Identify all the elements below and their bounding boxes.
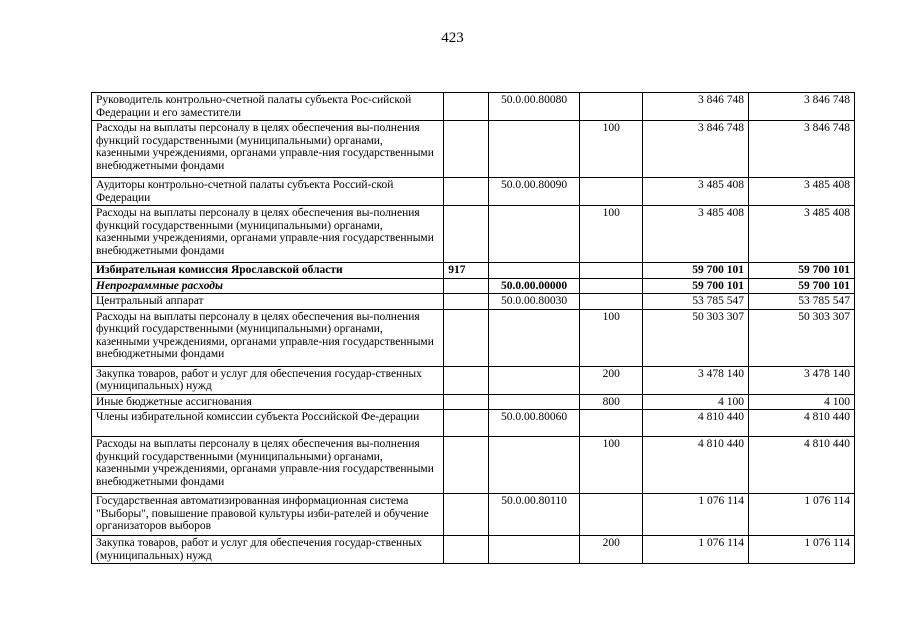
row-dept: [444, 410, 488, 437]
row-type: [580, 494, 643, 536]
row-code: [488, 394, 580, 410]
row-type: 100: [580, 309, 643, 366]
table-row: [92, 206, 855, 263]
row-code: [488, 366, 580, 394]
table-row: [92, 278, 855, 294]
row-value-2: 4 810 440: [748, 437, 854, 494]
row-dept: 917: [444, 263, 488, 279]
row-value-2: 4 100: [748, 394, 854, 410]
row-code: [488, 263, 580, 279]
row-dept: [444, 536, 488, 564]
row-value-1: 3 485 408: [643, 206, 749, 263]
table-row: [92, 437, 855, 494]
row-value-2: 50 303 307: [748, 309, 854, 366]
row-dept: [444, 394, 488, 410]
row-type: 100: [580, 437, 643, 494]
row-type: [580, 263, 643, 279]
row-value-1: 3 846 748: [643, 121, 749, 178]
row-dept: [444, 93, 488, 121]
row-value-2: 3 485 408: [748, 178, 854, 206]
row-code: 50.0.00.00000: [488, 278, 580, 294]
row-type: [580, 178, 643, 206]
row-value-2: 3 846 748: [748, 93, 854, 121]
row-code: [488, 536, 580, 564]
row-value-1: 59 700 101: [643, 278, 749, 294]
table-row: [92, 263, 855, 279]
row-dept: [444, 178, 488, 206]
row-type: 100: [580, 206, 643, 263]
row-value-2: 3 846 748: [748, 121, 854, 178]
row-value-2: 3 485 408: [748, 206, 854, 263]
row-value-2: 1 076 114: [748, 536, 854, 564]
row-value-1: 3 485 408: [643, 178, 749, 206]
row-value-2: 53 785 547: [748, 294, 854, 310]
row-type: [580, 410, 643, 437]
row-value-2: 3 478 140: [748, 366, 854, 394]
table-row: [92, 366, 855, 394]
table-row: [92, 178, 855, 206]
row-value-1: 1 076 114: [643, 494, 749, 536]
row-value-1: 4 100: [643, 394, 749, 410]
row-name: Расходы на выплаты персоналу в целях обеспечения вы-полнения функций государственными (муниципальными) органами, казенными учреждениями, органами управле-ния государственными внебюджетными фондами: [92, 121, 444, 178]
row-value-1: 3 846 748: [643, 93, 749, 121]
row-type: 200: [580, 366, 643, 394]
row-code: [488, 309, 580, 366]
row-type: 200: [580, 536, 643, 564]
row-dept: [444, 437, 488, 494]
row-type: 800: [580, 394, 643, 410]
row-value-2: 1 076 114: [748, 494, 854, 536]
row-code: 50.0.00.80060: [488, 410, 580, 437]
row-code: 50.0.00.80080: [488, 93, 580, 121]
row-value-1: 59 700 101: [643, 263, 749, 279]
table-row: [92, 121, 855, 178]
row-dept: [444, 206, 488, 263]
table-row: [92, 93, 855, 121]
row-name: Непрограммные расходы: [92, 278, 444, 294]
table-row: [92, 494, 855, 536]
row-type: [580, 278, 643, 294]
row-dept: [444, 366, 488, 394]
row-value-1: 4 810 440: [643, 410, 749, 437]
table-row: [92, 410, 855, 437]
row-name: Расходы на выплаты персоналу в целях обеспечения вы-полнения функций государственными (муниципальными) органами, казенными учреждениями, органами управле-ния государственными внебюджетными фондами: [92, 437, 444, 494]
row-name: Аудиторы контрольно-счетной палаты субъекта Россий-ской Федерации: [92, 178, 444, 206]
row-dept: [444, 121, 488, 178]
table-row: [92, 309, 855, 366]
row-value-2: 59 700 101: [748, 263, 854, 279]
row-dept: [444, 494, 488, 536]
row-type: 100: [580, 121, 643, 178]
row-name: Расходы на выплаты персоналу в целях обеспечения вы-полнения функций государственными (муниципальными) органами, казенными учреждениями, органами управле-ния государственными внебюджетными фондами: [92, 309, 444, 366]
row-dept: [444, 294, 488, 310]
row-code: [488, 206, 580, 263]
row-value-1: 50 303 307: [643, 309, 749, 366]
row-value-2: 4 810 440: [748, 410, 854, 437]
row-code: 50.0.00.80090: [488, 178, 580, 206]
row-value-1: 53 785 547: [643, 294, 749, 310]
row-code: 50.0.00.80030: [488, 294, 580, 310]
row-name: Члены избирательной комиссии субъекта Российской Фе-дерации: [92, 410, 444, 437]
page-number: 423: [441, 30, 464, 46]
row-code: [488, 437, 580, 494]
row-dept: [444, 309, 488, 366]
table-row: [92, 536, 855, 564]
table-row: [92, 294, 855, 310]
row-dept: [444, 278, 488, 294]
row-name: Руководитель контрольно-счетной палаты субъекта Рос-сийской Федерации и его заместители: [92, 93, 444, 121]
row-name: Государственная автоматизированная информационная система "Выборы", повышение правовой культуры изби-рателей и обучение организаторов выборов: [92, 494, 444, 536]
row-type: [580, 294, 643, 310]
budget-table: [91, 92, 855, 564]
row-code: 50.0.00.80110: [488, 494, 580, 536]
row-value-1: 4 810 440: [643, 437, 749, 494]
row-type: [580, 93, 643, 121]
row-value-2: 59 700 101: [748, 278, 854, 294]
row-value-1: 1 076 114: [643, 536, 749, 564]
row-name: Центральный аппарат: [92, 294, 444, 310]
row-name: Иные бюджетные ассигнования: [92, 394, 444, 410]
row-name: Закупка товаров, работ и услуг для обеспечения государ-ственных (муниципальных) нужд: [92, 536, 444, 564]
row-name: Расходы на выплаты персоналу в целях обеспечения вы-полнения функций государственными (муниципальными) органами, казенными учреждениями, органами управле-ния государственными внебюджетными фондами: [92, 206, 444, 263]
row-name: Закупка товаров, работ и услуг для обеспечения государ-ственных (муниципальных) нужд: [92, 366, 444, 394]
row-code: [488, 121, 580, 178]
table-row: [92, 394, 855, 410]
row-name: Избирательная комиссия Ярославской области: [92, 263, 444, 279]
row-value-1: 3 478 140: [643, 366, 749, 394]
